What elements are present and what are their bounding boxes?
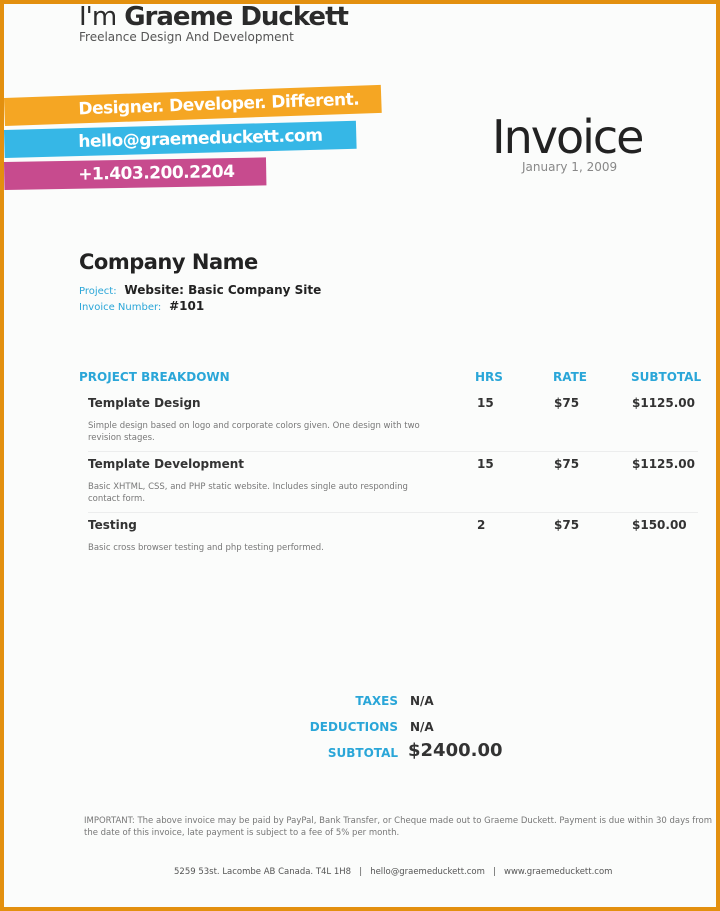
row-3-rate: $75 [554, 518, 580, 532]
brand-tagline: Freelance Design And Development [79, 30, 294, 44]
company-name: Company Name [79, 250, 258, 274]
footer [174, 867, 612, 877]
invoice-page [4, 4, 716, 907]
email-stripe[interactable]: hello@graemeduckett.com [4, 121, 357, 158]
invoice-date: January 1, 2009 [522, 160, 618, 174]
row-2-hrs: 15 [477, 457, 494, 471]
row-1-hrs: 15 [477, 396, 494, 410]
row-3-description: Basic cross browser testing and php testing performed. [88, 543, 324, 553]
brand-name-prefix: I'm [79, 4, 117, 32]
deductions-label: DEDUCTIONS [309, 720, 398, 734]
footer-website-link[interactable]: www.graemeduckett.com [504, 867, 613, 877]
brand-name-main: Graeme Duckett [124, 4, 348, 32]
row-1-title: Template Design [88, 396, 201, 410]
header-project-breakdown: PROJECT BREAKDOWN [79, 370, 230, 384]
subtotal-label: SUBTOTAL [327, 746, 398, 760]
slogan-stripe: Designer. Developer. Different. [4, 85, 382, 126]
project-label: Project: [79, 286, 117, 297]
phone-stripe[interactable]: +1.403.200.2204 [4, 157, 266, 190]
footer-address: 5259 53st. Lacombe AB Canada. T4L 1H8 [174, 867, 352, 877]
invoice-number-row [79, 299, 204, 313]
deductions-value: N/A [410, 720, 434, 734]
invoice-number-label: Invoice Number: [79, 302, 162, 313]
row-1-description: Simple design based on logo and corporate colors given. One design with two revision stages. [88, 421, 420, 443]
row-2-title: Template Development [88, 457, 245, 471]
header-subtotal: SUBTOTAL [631, 370, 702, 384]
row-divider [88, 512, 698, 513]
invoice-title: Invoice [492, 110, 643, 164]
row-3-hrs: 2 [477, 518, 486, 532]
header-rate: RATE [553, 370, 587, 384]
row-1-subtotal: $1125.00 [632, 396, 696, 410]
header-hrs: HRS [475, 370, 503, 384]
row-2-rate: $75 [554, 457, 580, 471]
invoice-number-value: #101 [169, 299, 205, 313]
brand-name [79, 4, 348, 32]
project-value: Website: Basic Company Site [124, 283, 322, 297]
row-3-subtotal: $150.00 [632, 518, 687, 532]
footer-divider: | [359, 867, 363, 877]
row-2-subtotal: $1125.00 [632, 457, 696, 471]
row-divider [88, 451, 698, 452]
footer-email-link[interactable]: hello@graemeduckett.com [370, 867, 485, 877]
row-1-rate: $75 [554, 396, 580, 410]
project-row [79, 283, 321, 297]
footer-divider: | [493, 867, 496, 877]
row-3-title: Testing [88, 518, 137, 532]
payment-note: IMPORTANT: The above invoice may be paid by PayPal, Bank Transfer, or Cheque made out to Graeme Duckett. Payment is due within 30 days from the date of this invoice, late payment is subject to a fee of 5% per month. [84, 816, 713, 838]
row-2-description: Basic XHTML, CSS, and PHP static website. Includes single auto responding contact form. [88, 482, 408, 504]
taxes-value: N/A [410, 694, 434, 708]
taxes-label: TAXES [355, 694, 398, 708]
grand-subtotal-value: $2400.00 [408, 740, 503, 761]
